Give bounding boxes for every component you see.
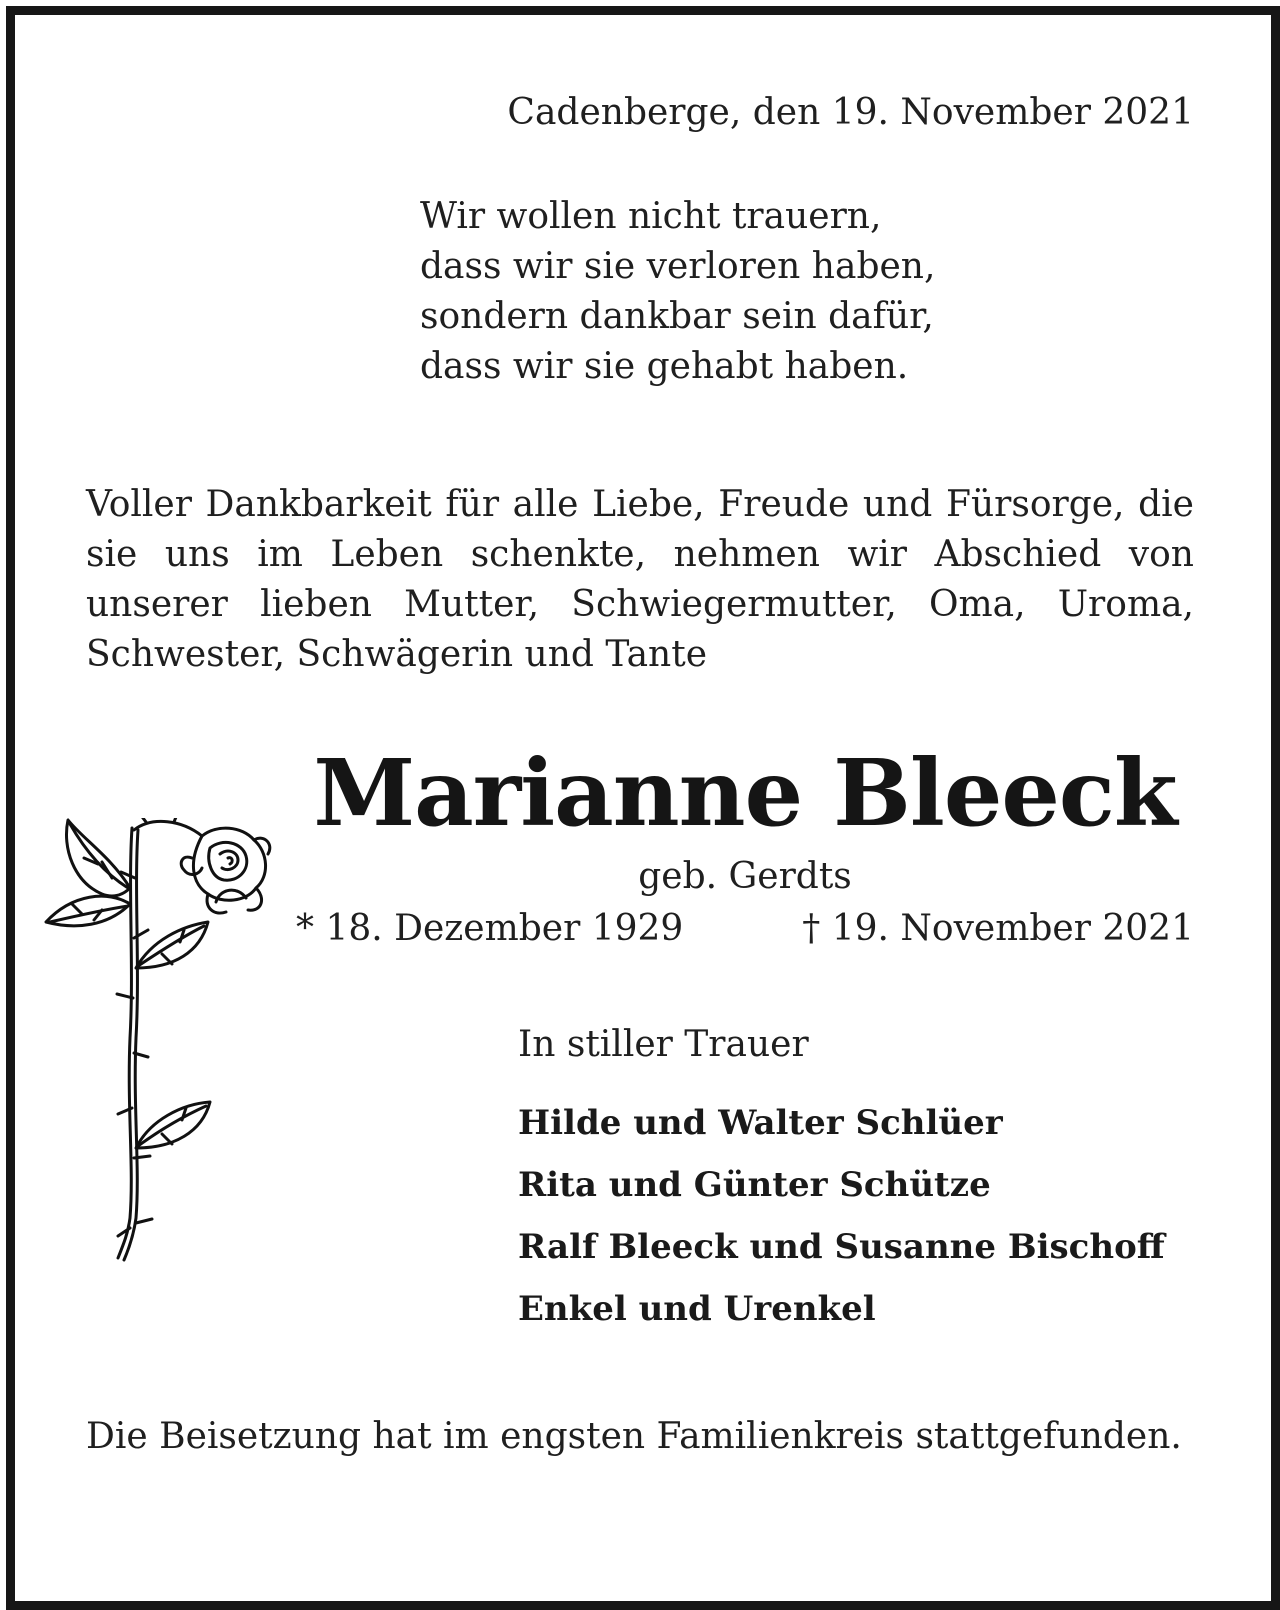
- dateline: Cadenberge, den 19. November 2021: [507, 92, 1194, 133]
- poem-line: dass wir sie gehabt haben.: [420, 346, 909, 387]
- poem-line: sondern dankbar sein dafür,: [420, 296, 934, 337]
- intro-text: Voller Dankbarkeit für alle Liebe, Freude und Fürsorge, die sie uns im Leben schenkte, nehmen wir Abschied von unserer lieben Mutter, Schwiegermutter, Oma, Uroma, Schwester, Schwägerin und Tante: [86, 484, 1194, 675]
- list-item: Hilde und Walter Schlüer: [518, 1103, 1003, 1143]
- mourners-list: [518, 1092, 1165, 1340]
- death-date: † 19. November 2021: [802, 908, 1194, 949]
- mourning-phrase: In stiller Trauer: [518, 1024, 809, 1065]
- deceased-name: Marianne Bleeck: [313, 739, 1177, 847]
- list-item: Enkel und Urenkel: [518, 1289, 876, 1329]
- poem-line: Wir wollen nicht trauern,: [420, 196, 882, 237]
- rose-illustration-icon: [42, 818, 282, 1268]
- poem-line: dass wir sie verloren haben,: [420, 246, 936, 287]
- list-item: Ralf Bleeck und Susanne Bischoff: [518, 1227, 1165, 1267]
- maiden-name: geb. Gerdts: [638, 856, 852, 897]
- list-item: Rita und Günter Schütze: [518, 1165, 991, 1205]
- poem: [420, 192, 1120, 392]
- birth-date: * 18. Dezember 1929: [296, 908, 684, 949]
- closing-note: Die Beisetzung hat im engsten Familienkreis stattgefunden.: [86, 1416, 1182, 1457]
